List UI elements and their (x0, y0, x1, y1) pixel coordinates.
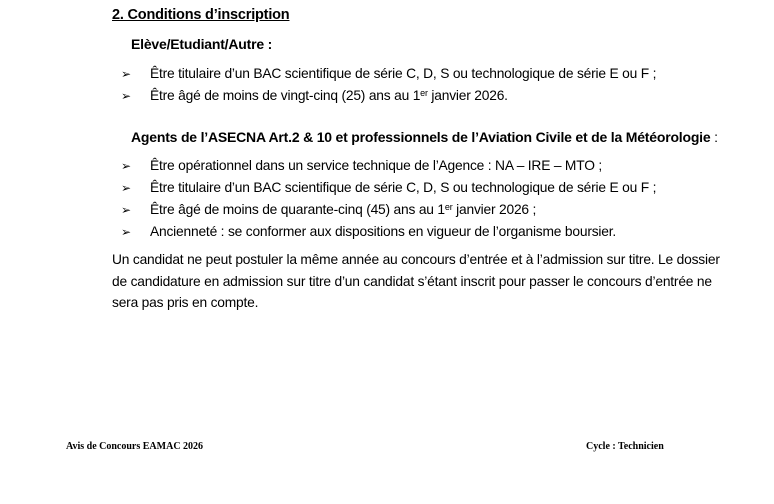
footer-right: Cycle : Technicien (586, 441, 664, 452)
arrowhead-bullet-icon: ➢ (121, 89, 131, 103)
group2-heading-colon: : (710, 129, 718, 145)
paragraph-line: sera pas pris en compte. (112, 295, 259, 310)
group1-list (121, 63, 656, 107)
arrowhead-bullet-icon: ➢ (121, 203, 131, 217)
arrowhead-bullet-icon: ➢ (121, 159, 131, 173)
list-item-text-start: Être âgé de moins de quarante-cinq (45) ans au 1 (150, 202, 445, 217)
group2-heading (131, 129, 718, 145)
arrowhead-bullet-icon: ➢ (121, 225, 131, 239)
list-item (121, 63, 656, 85)
paragraph-line: Un candidat ne peut postuler la même année au concours d’entrée et à l’admission sur titre. Le dossier (112, 252, 720, 267)
list-item-text: Être opérationnel dans un service technique de l’Agence : NA – IRE – MTO ; (150, 158, 603, 173)
list-item-text: Être titulaire d’un BAC scientifique de série C, D, S ou technologique de série E ou F ; (150, 66, 657, 81)
candidate-paragraph (112, 249, 720, 314)
list-item-text: Être titulaire d’un BAC scientifique de série C, D, S ou technologique de série E ou F ; (150, 180, 657, 195)
list-item-text-start: Être âgé de moins de vingt-cinq (25) ans au 1 (150, 88, 421, 103)
list-item-text-end: janvier 2026 ; (452, 202, 537, 217)
list-item-text: Ancienneté : se conformer aux dispositions en vigueur de l’organisme boursier. (150, 224, 617, 239)
list-item-text-end: janvier 2026. (427, 88, 508, 103)
group2-heading-text: Agents de l’ASECNA Art.2 & 10 et professionnels de l’Aviation Civile et de la Météorologie (131, 129, 711, 145)
group2-list (121, 155, 656, 243)
section-title: 2. Conditions d’inscription (112, 7, 290, 23)
group1-heading: Elève/Etudiant/Autre : (131, 36, 273, 52)
list-item (121, 177, 656, 199)
arrowhead-bullet-icon: ➢ (121, 181, 131, 195)
list-item (121, 221, 656, 243)
footer-left: Avis de Concours EAMAC 2026 (66, 441, 204, 452)
list-item (121, 155, 656, 177)
paragraph-line: de candidature en admission sur titre d’un candidat s’étant inscrit pour passer le concours d’entrée ne (112, 273, 712, 289)
ordinal-superscript: er (444, 202, 453, 212)
arrowhead-bullet-icon: ➢ (121, 67, 131, 81)
list-item (121, 199, 656, 221)
ordinal-superscript: er (420, 88, 428, 98)
list-item (121, 85, 656, 107)
